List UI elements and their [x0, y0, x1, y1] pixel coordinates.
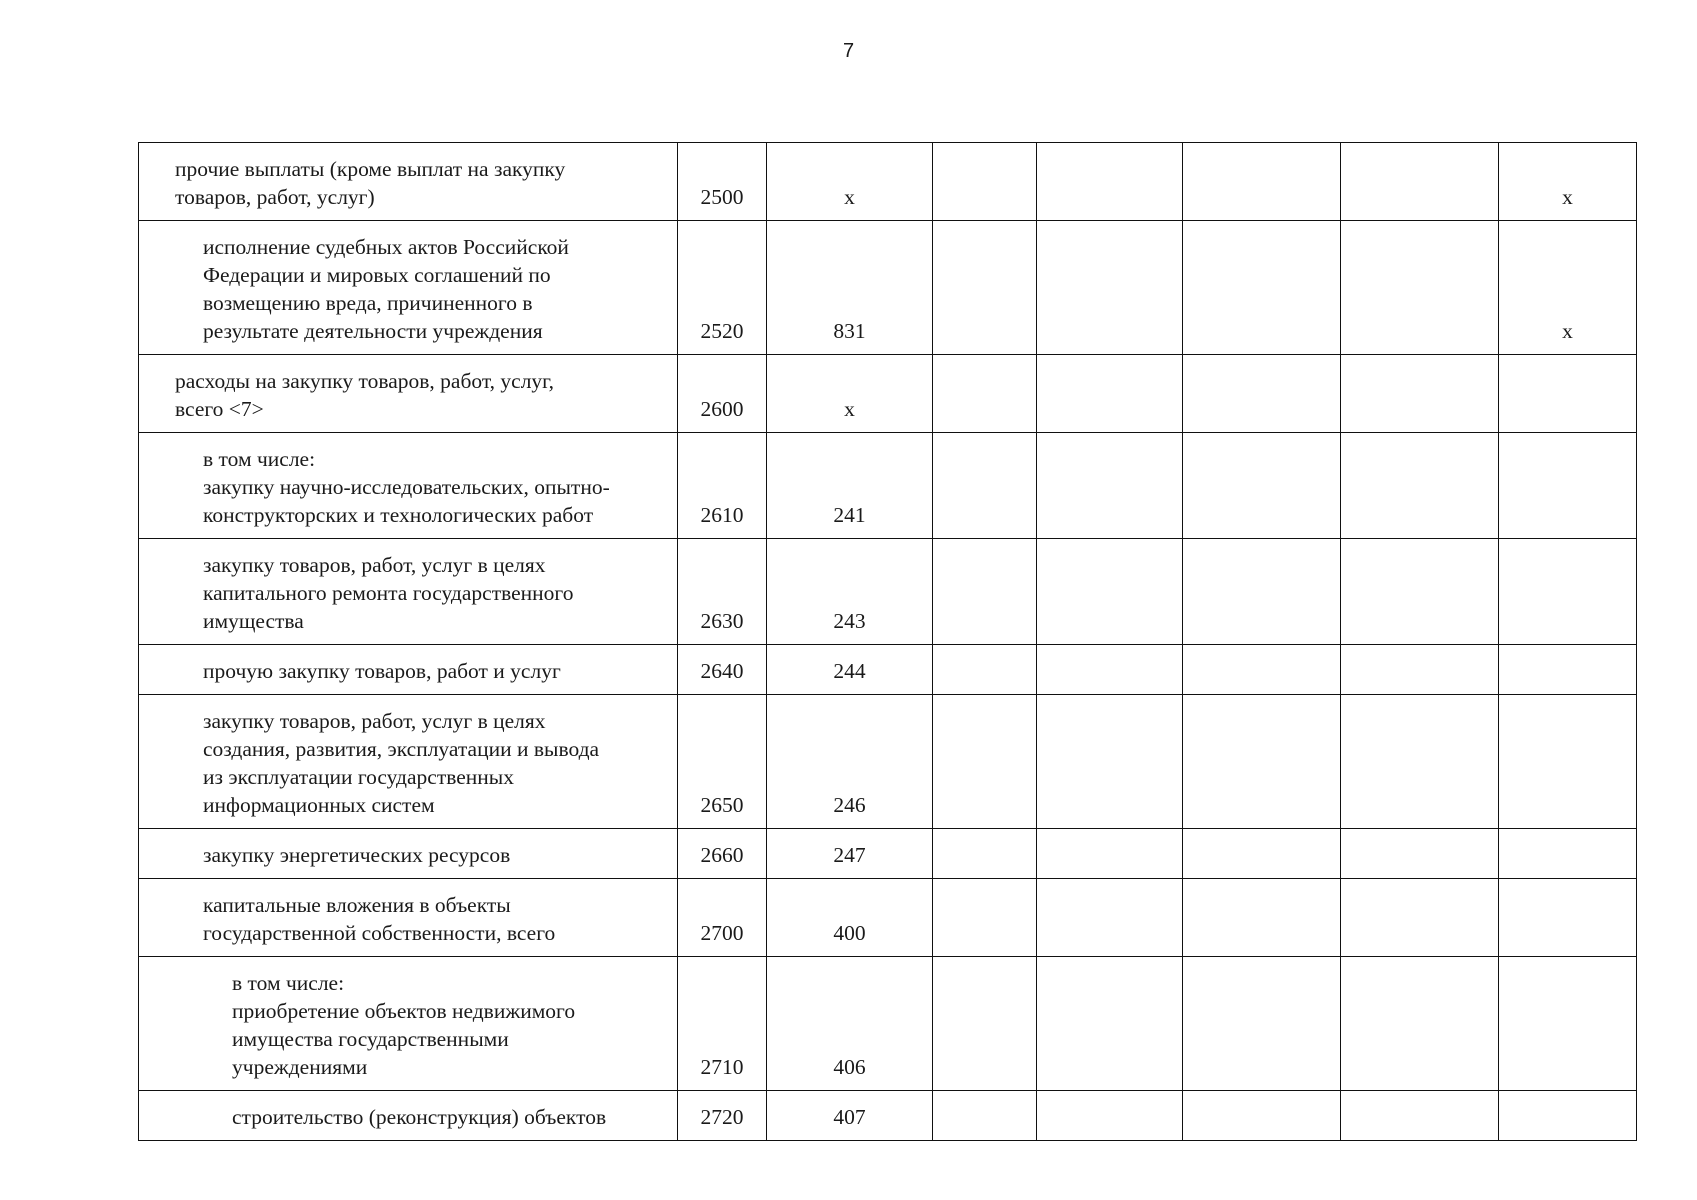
- value-cell: [933, 879, 1037, 957]
- indicator-name-line: информационных систем: [203, 793, 435, 817]
- value-cell: [1037, 879, 1183, 957]
- row-code: 2600: [678, 355, 767, 433]
- indicator-name-line: товаров, работ, услуг): [175, 185, 375, 209]
- row-code: 2710: [678, 957, 767, 1091]
- table-row: [139, 879, 1637, 957]
- indicator-name-line: прочие выплаты (кроме выплат на закупку: [175, 157, 566, 181]
- row-indicator-name: [139, 879, 678, 957]
- value-cell: [1341, 1091, 1499, 1141]
- value-cell: [1037, 433, 1183, 539]
- last-value-cell: [1499, 355, 1637, 433]
- table-row: [139, 957, 1637, 1091]
- row-indicator-name: [139, 433, 678, 539]
- row-indicator-name: [139, 1091, 678, 1141]
- value-cell: [1037, 1091, 1183, 1141]
- indicator-name-line: расходы на закупку товаров, работ, услуг,: [175, 369, 554, 393]
- indicator-name-line: капитального ремонта государственного: [203, 581, 574, 605]
- table-row: [139, 539, 1637, 645]
- table-row: [139, 433, 1637, 539]
- row-code: 2640: [678, 645, 767, 695]
- indicator-name-line: в том числе:: [203, 447, 316, 471]
- indicator-name-line: всего <7>: [175, 397, 264, 421]
- table-row: [139, 143, 1637, 221]
- indicator-name-line: имущества: [203, 609, 304, 633]
- value-cell: [1183, 221, 1341, 355]
- value-cell: [1341, 645, 1499, 695]
- indicator-name-line: строительство (реконструкция) объектов: [232, 1105, 607, 1129]
- row-code: 2720: [678, 1091, 767, 1141]
- value-cell: [933, 355, 1037, 433]
- row-code: 2630: [678, 539, 767, 645]
- last-value-cell: x: [1499, 221, 1637, 355]
- budget-classification-code: 406: [767, 957, 933, 1091]
- value-cell: [1183, 957, 1341, 1091]
- indicator-name-line: учреждениями: [232, 1055, 368, 1079]
- value-cell: [1183, 355, 1341, 433]
- row-indicator-name: [139, 355, 678, 433]
- indicator-name-line: закупку товаров, работ, услуг в целях: [203, 553, 546, 577]
- value-cell: [1037, 539, 1183, 645]
- indicator-name-line: закупку научно-исследовательских, опытно-: [203, 475, 610, 499]
- indicator-name-line: закупку энергетических ресурсов: [203, 843, 511, 867]
- value-cell: [933, 1091, 1037, 1141]
- indicator-name-line: исполнение судебных актов Российской: [203, 235, 569, 259]
- value-cell: [1183, 879, 1341, 957]
- value-cell: [1183, 1091, 1341, 1141]
- row-code: 2650: [678, 695, 767, 829]
- value-cell: [1183, 645, 1341, 695]
- last-value-cell: [1499, 433, 1637, 539]
- value-cell: [1341, 957, 1499, 1091]
- indicator-name-line: в том числе:: [232, 971, 345, 995]
- value-cell: [1037, 143, 1183, 221]
- budget-table: [138, 142, 1637, 1141]
- indicator-name-line: возмещению вреда, причиненного в: [203, 291, 533, 315]
- budget-classification-code: x: [767, 355, 933, 433]
- last-value-cell: [1499, 539, 1637, 645]
- value-cell: [1037, 695, 1183, 829]
- value-cell: [1341, 355, 1499, 433]
- value-cell: [1341, 829, 1499, 879]
- budget-classification-code: 241: [767, 433, 933, 539]
- value-cell: [1037, 957, 1183, 1091]
- row-indicator-name: [139, 221, 678, 355]
- row-code: 2520: [678, 221, 767, 355]
- value-cell: [933, 143, 1037, 221]
- value-cell: [933, 645, 1037, 695]
- table-row: [139, 221, 1637, 355]
- row-indicator-name: [139, 957, 678, 1091]
- value-cell: [1037, 355, 1183, 433]
- budget-classification-code: 407: [767, 1091, 933, 1141]
- last-value-cell: [1499, 957, 1637, 1091]
- last-value-cell: [1499, 695, 1637, 829]
- budget-classification-code: 247: [767, 829, 933, 879]
- row-indicator-name: [139, 143, 678, 221]
- indicator-name-line: создания, развития, эксплуатации и вывода: [203, 737, 600, 761]
- table-row: [139, 829, 1637, 879]
- row-code: 2660: [678, 829, 767, 879]
- value-cell: [933, 221, 1037, 355]
- indicator-name-line: Федерации и мировых соглашений по: [203, 263, 551, 287]
- row-indicator-name: [139, 695, 678, 829]
- table-row: [139, 355, 1637, 433]
- last-value-cell: x: [1499, 143, 1637, 221]
- value-cell: [1341, 539, 1499, 645]
- value-cell: [933, 695, 1037, 829]
- indicator-name-line: приобретение объектов недвижимого: [232, 999, 576, 1023]
- budget-classification-code: 246: [767, 695, 933, 829]
- indicator-name-line: капитальные вложения в объекты: [203, 893, 511, 917]
- value-cell: [1341, 879, 1499, 957]
- value-cell: [1037, 645, 1183, 695]
- value-cell: [1183, 539, 1341, 645]
- budget-classification-code: x: [767, 143, 933, 221]
- indicator-name-line: имущества государственными: [232, 1027, 509, 1051]
- row-code: 2500: [678, 143, 767, 221]
- table-body: [139, 143, 1637, 1141]
- value-cell: [1183, 695, 1341, 829]
- table-row: [139, 645, 1637, 695]
- budget-classification-code: 243: [767, 539, 933, 645]
- value-cell: [1341, 695, 1499, 829]
- budget-classification-code: 400: [767, 879, 933, 957]
- table-row: [139, 1091, 1637, 1141]
- value-cell: [933, 539, 1037, 645]
- table-row: [139, 695, 1637, 829]
- indicator-name-line: результате деятельности учреждения: [203, 319, 543, 343]
- row-code: 2700: [678, 879, 767, 957]
- value-cell: [933, 829, 1037, 879]
- value-cell: [1341, 221, 1499, 355]
- budget-classification-code: 244: [767, 645, 933, 695]
- row-indicator-name: [139, 539, 678, 645]
- last-value-cell: [1499, 645, 1637, 695]
- row-indicator-name: [139, 829, 678, 879]
- value-cell: [1037, 221, 1183, 355]
- indicator-name-line: закупку товаров, работ, услуг в целях: [203, 709, 546, 733]
- indicator-name-line: прочую закупку товаров, работ и услуг: [203, 659, 561, 683]
- value-cell: [1341, 433, 1499, 539]
- value-cell: [1183, 829, 1341, 879]
- value-cell: [1183, 143, 1341, 221]
- budget-classification-code: 831: [767, 221, 933, 355]
- indicator-name-line: государственной собственности, всего: [203, 921, 556, 945]
- page-number: 7: [842, 40, 855, 62]
- value-cell: [933, 957, 1037, 1091]
- indicator-name-line: конструкторских и технологических работ: [203, 503, 594, 527]
- row-indicator-name: [139, 645, 678, 695]
- indicator-name-line: из эксплуатации государственных: [203, 765, 515, 789]
- value-cell: [933, 433, 1037, 539]
- value-cell: [1037, 829, 1183, 879]
- row-code: 2610: [678, 433, 767, 539]
- last-value-cell: [1499, 829, 1637, 879]
- value-cell: [1341, 143, 1499, 221]
- last-value-cell: [1499, 879, 1637, 957]
- last-value-cell: [1499, 1091, 1637, 1141]
- value-cell: [1183, 433, 1341, 539]
